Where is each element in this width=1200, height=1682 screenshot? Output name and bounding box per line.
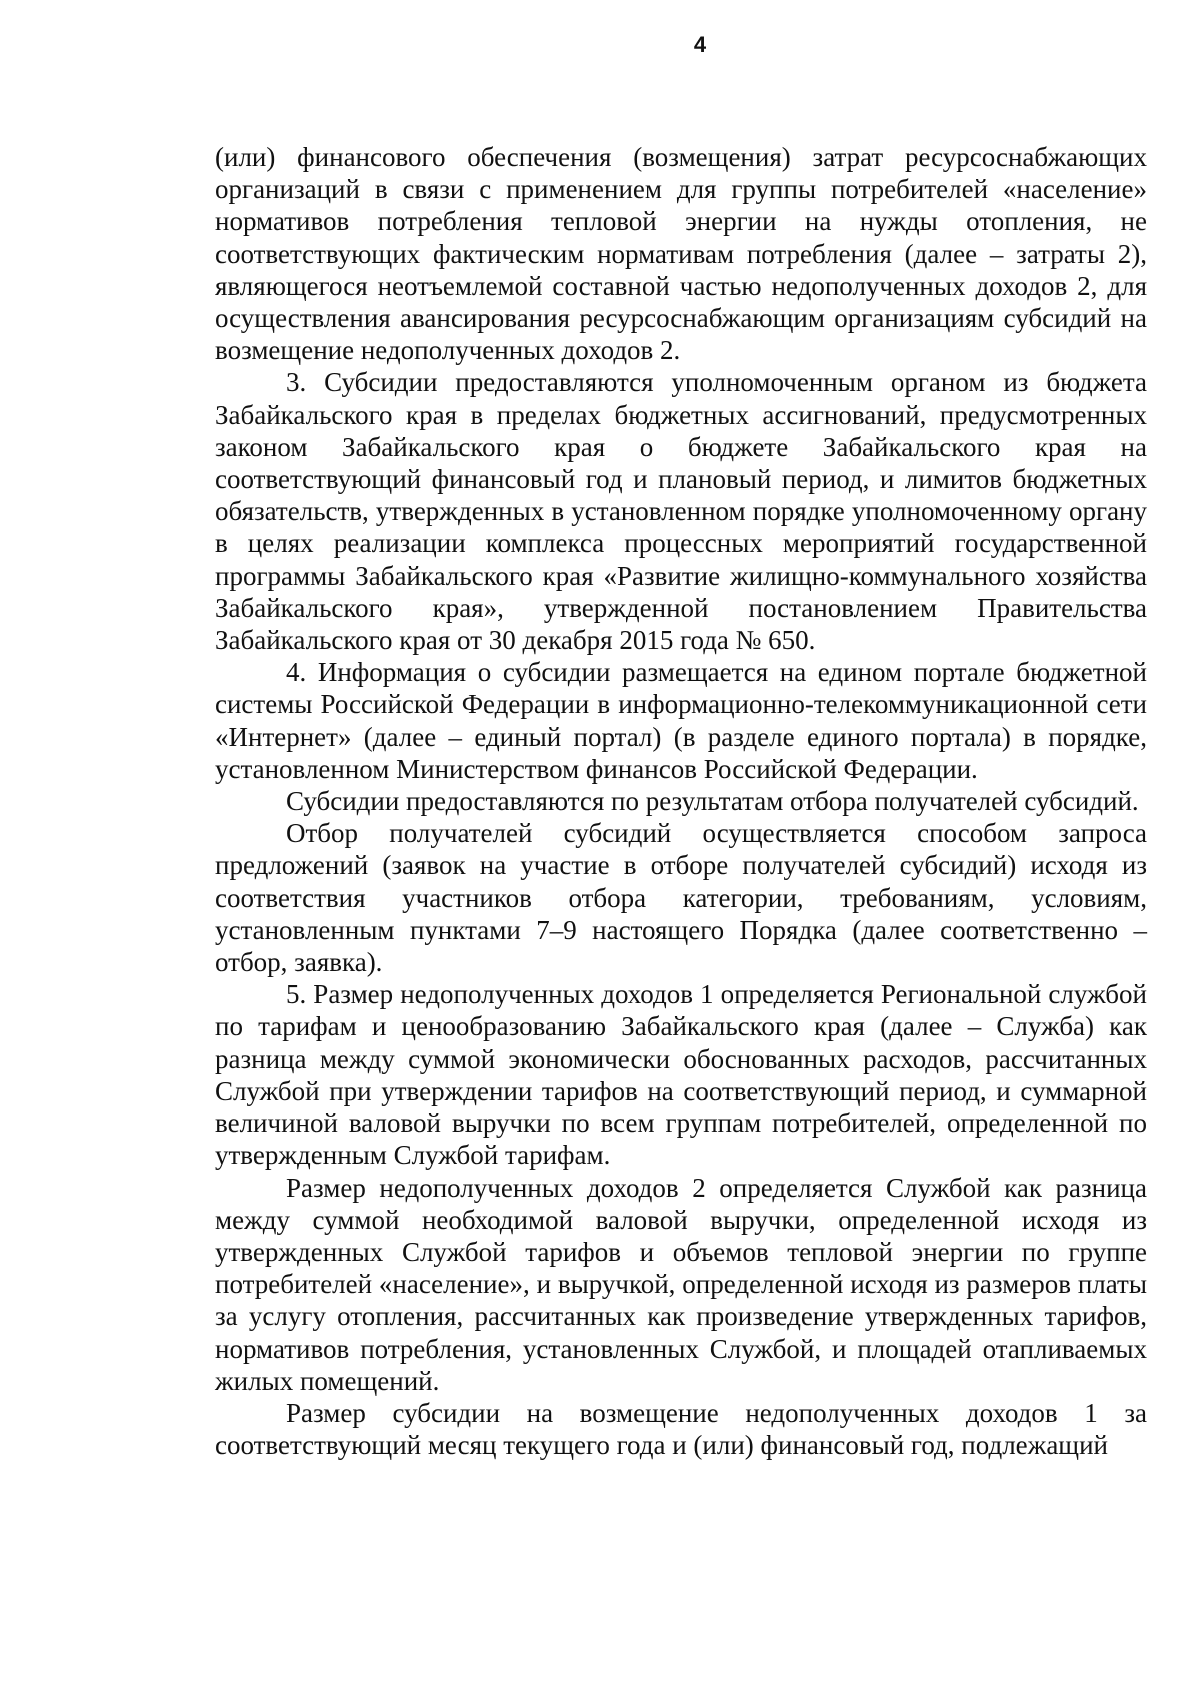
paragraph-selection-results: Субсидии предоставляются по результатам отбора получателей субсидий. — [286, 786, 1139, 817]
paragraph-item-5: 5. Размер недополученных доходов 1 определяется Региональной службой по тарифам и ценообразованию Забайкальского края (далее – Служба) как разница между суммой экономически обоснованных расходов, рассчитанных Службой при утверждении тарифов на соответствующий период, и суммарной величиной валовой выручки по всем группам потребителей, определенной по утвержденным Службой тарифам. — [215, 979, 1147, 1171]
paragraph-selection-method: Отбор получателей субсидий осуществляется способом запроса предложений (заявок на участие в отборе получателей субсидий) исходя из соответствия участников отбора категории, требованиям, условиям, установленным пунктами 7–9 настоящего Порядка (далее соответственно – отбор, заявка). — [215, 818, 1147, 978]
paragraph-lost-income-2: Размер недополученных доходов 2 определяется Службой как разница между суммой необходимой валовой выручки, определенной исходя из утвержденных Службой тарифов и объемов тепловой энергии по группе потребителей «население», и выручкой, определенной исходя из размеров платы за услугу отопления, рассчитанных как произведение утвержденных тарифов, нормативов потребления, установленных Службой, и площадей отапливаемых жилых помещений. — [215, 1172, 1147, 1396]
document-body — [215, 141, 1147, 1461]
paragraph-item-4: 4. Информация о субсидии размещается на едином портале бюджетной системы Российской Федерации в информационно-телекоммуникационной сети «Интернет» (далее – единый портал) (в разделе единого портала) в порядке, установленном Министерством финансов Российской Федерации. — [215, 657, 1147, 784]
paragraph-item-3: 3. Субсидии предоставляются уполномоченным органом из бюджета Забайкальского края в пределах бюджетных ассигнований, предусмотренных законом Забайкальского края о бюджете Забайкальского края на соответствующий финансовый год и плановый период, и лимитов бюджетных обязательств, утвержденных в установленном порядке уполномоченному органу в целях реализации комплекса процессных мероприятий государственной программы Забайкальского края «Развитие жилищно-коммунального хозяйства Забайкальского края», утвержденной постановлением Правительства Забайкальского края от 30 декабря 2015 года № 650. — [215, 367, 1147, 656]
page-number: 4 — [693, 32, 707, 57]
paragraph-continuation: (или) финансового обеспечения (возмещения) затрат ресурсоснабжающих организаций в связи с применением для группы потребителей «население» нормативов потребления тепловой энергии на нужды отопления, не соответствующих фактическим нормативам потребления (далее – затраты 2), являющегося неотъемлемой составной частью недополученных доходов 2, для осуществления авансирования ресурсоснабжающим организациям субсидий на возмещение недополученных доходов 2. — [215, 142, 1147, 366]
paragraph-subsidy-size: Размер субсидии на возмещение недополученных доходов 1 за соответствующий месяц текущего года и (или) финансовый год, подлежащий — [215, 1397, 1147, 1461]
